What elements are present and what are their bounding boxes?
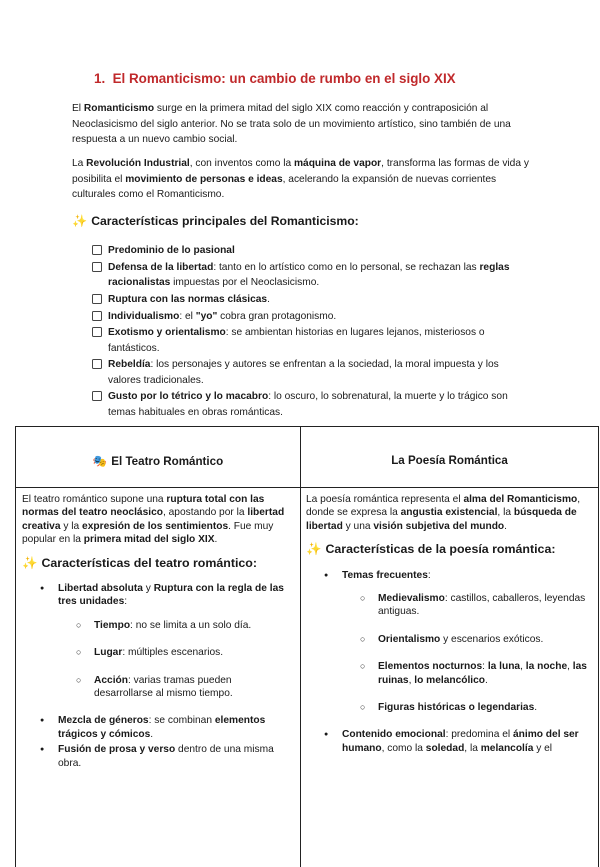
text: y una [342,520,374,532]
bold-text: Contenido emocional [342,729,446,741]
sub-list-item [342,633,592,646]
text: : los personajes y autores se enfrentan a la sociedad, la moral impuesta y los valores tradicionales. [108,359,499,386]
bold-text: Rebeldía [108,359,151,371]
checkbox-icon[interactable] [92,294,102,304]
sparkles-icon: ✨ [306,542,322,557]
checkbox-icon[interactable] [92,359,102,369]
text: , como la [381,742,426,754]
text: El [72,103,84,114]
text: . [267,293,270,305]
bold-text: Gusto por lo tétrico y lo macabro [108,391,269,403]
list-item [22,714,292,741]
poesia-characteristics-heading-text: Características de la poesía romántica: [325,542,556,557]
checklist-item-text [108,327,485,353]
table-divider-vertical [300,427,301,867]
table-header-poesia: La Poesía Romántica [391,454,508,467]
checklist-item [92,325,532,355]
bold-text: libertad creativa [22,507,285,532]
bold-text: Libertad absoluta [58,583,143,595]
checkbox-icon[interactable] [92,391,102,401]
bold-text: Revolución Industrial [86,158,190,169]
bold-text: máquina de vapor [293,158,382,169]
bold-text: alma del Romanticismo [463,494,578,505]
bold-text: Acción [94,674,128,686]
bold-text: Fusión de prosa y verso [58,744,176,756]
bold-text: Predominio de lo pasional [108,245,235,256]
characteristics-heading-text: Características principales del Romanticismo: [91,214,359,228]
teatro-bullet-list [22,582,292,770]
list-item [22,582,292,700]
teatro-sub-list [58,619,292,701]
text: La [72,158,87,169]
list-item [22,743,292,770]
bold-text: Orientalismo [378,633,441,645]
text: : [427,569,431,581]
checklist-item [92,357,532,387]
text: y escenarios exóticos. [440,633,544,645]
comparison-table [15,426,599,867]
sub-list-item [342,660,592,687]
text: : [124,596,128,608]
text: y la [60,520,83,532]
text: , [408,674,415,686]
bold-text: búsqueda de libertad [306,507,577,532]
characteristics-heading [72,214,359,228]
text: y el [533,742,553,754]
checklist-item [92,292,532,307]
bold-text: Tiempo [94,619,131,631]
poesia-characteristics-heading [306,543,592,556]
text: . [150,728,154,740]
text: . [214,534,218,546]
text: impuestas por el Neoclasicismo. [170,277,320,288]
checklist-item-text [108,311,336,322]
bold-text: la noche [525,661,568,673]
text: , acelerando la expansión de nuevas corrientes culturales como el Romanticismo. [72,173,497,200]
text: La poesía romántica representa el [306,494,464,505]
text: : lo oscuro, lo sobrenatural, la muerte y lo trágico son temas habituales en obras románticas. [108,391,508,418]
text: , [520,661,526,673]
table-cell-teatro [22,493,292,774]
bold-text: Defensa de la libertad [108,261,214,273]
checklist-item [92,309,532,324]
poesia-sub-list [342,592,592,714]
text: : castillos, caballeros, leyendas antiguas. [378,593,586,618]
text: : [482,661,488,673]
bold-text: soledad [425,742,465,754]
text: , la [464,742,481,754]
text: surge en la primera mitad del siglo XIX como reacción y contraposición al Neoclasicismo del siglo anterior. No se trata solo de un movimiento artístico, sino también de una respuesta a un nuevo cambio social. [72,103,511,145]
text: : múltiples escenarios. [122,647,224,659]
text: dentro de una misma obra. [58,744,274,769]
text: . [504,520,507,532]
bold-text: Ruptura con las normas clásicas [108,293,268,305]
sub-list-item [342,592,592,619]
bold-text: Figuras históricas o legendarias [378,702,535,714]
checklist-item [92,260,532,290]
teatro-intro [22,493,292,547]
text: . [534,702,538,714]
bold-text: Temas frecuentes [342,569,428,581]
checkbox-icon[interactable] [92,327,102,337]
bold-text: las ruinas [378,661,587,686]
table-header-teatro-text: El Teatro Romántico [111,455,224,468]
page-title: 1. El Romanticismo: un cambio de rumbo en el siglo XIX [94,71,456,86]
sub-list-item [58,674,292,701]
bold-text: reglas racionalistas [108,261,510,288]
intro-paragraph-2 [72,156,532,203]
table-cell-poesia [306,493,592,759]
text: : el [179,310,196,322]
poesia-intro [306,493,592,533]
poesia-bullet-list [306,569,592,756]
bold-text: Lugar [94,647,123,659]
bold-text: Ruptura con la regla de las tres unidades [58,583,284,608]
text: , [567,661,573,673]
bold-text: ánimo del ser humano [342,729,579,754]
bold-text: Individualismo [108,310,180,322]
bold-text: la luna [487,661,521,673]
table-divider-horizontal [16,487,598,488]
checklist-item [92,389,532,419]
intro-paragraph-1 [72,101,532,148]
text: : predomina el [445,729,513,741]
bold-text: melancolía [480,742,534,754]
checklist-item-text [108,359,499,385]
bold-text: primera mitad del siglo XIX [83,534,215,546]
bold-text: movimiento de personas e ideas [125,173,283,185]
theater-masks-icon: 🎭 [92,455,108,468]
sub-list-item [58,619,292,632]
text: El teatro romántico supone una [22,494,167,505]
checkbox-icon[interactable] [92,311,102,321]
bold-text: angustia existencial [400,507,498,519]
text: cobra gran protagonismo. [217,310,337,322]
checkbox-icon[interactable] [92,245,102,255]
bold-text: Romanticismo [83,103,155,114]
table-header-teatro [16,454,300,468]
sparkles-icon: ✨ [22,555,38,570]
text: , apostando por la [162,507,248,519]
text: : varias tramas pueden desarrollarse al mismo tiempo. [94,674,233,700]
sub-list-item [58,646,292,659]
text: . [485,674,488,686]
bold-text: expresión de los sentimientos [82,520,229,532]
checklist-item-text [108,294,270,305]
bold-text: lo melancólico [414,674,486,686]
text: : tanto en lo artístico como en lo personal, se rechazan las [213,261,480,273]
text: , con inventos como la [189,158,294,169]
bold-text: "yo" [195,310,218,322]
text: : se ambientan historias en lugares lejanos, misteriosos o fantásticos. [108,327,485,354]
teatro-characteristics-heading [22,557,292,570]
list-item [306,569,592,715]
text: , transforma las formas de vida y posibilita el [72,158,529,185]
bold-text: Exotismo y orientalismo [108,327,226,339]
sparkles-icon: ✨ [72,214,88,228]
checklist-item-text [108,391,508,417]
list-item-text [58,583,284,607]
bold-text: Elementos nocturnos [378,661,483,673]
bold-text: Medievalismo [378,593,445,605]
characteristics-checklist [92,243,532,421]
teatro-characteristics-heading-text: Características del teatro romántico: [41,555,257,570]
list-item [306,728,592,755]
sub-list-item [342,701,592,714]
text: , la [497,507,514,519]
text: . Fue muy popular en la [22,520,274,546]
bold-text: elementos trágicos y cómicos [58,715,266,740]
text: y [142,583,154,595]
checkbox-icon[interactable] [92,262,102,272]
bold-text: ruptura total con las normas del teatro neoclásico [22,494,265,519]
bold-text: visión subjetiva del mundo [373,520,505,532]
text: : se combinan [148,715,215,727]
text: : no se limita a un solo día. [130,619,252,631]
list-item-text [342,570,431,581]
checklist-item-text [108,262,509,288]
checklist-item-text [108,245,235,256]
checklist-item [92,243,532,258]
text: , donde se expresa la [306,494,581,519]
bold-text: Mezcla de géneros [58,715,149,727]
